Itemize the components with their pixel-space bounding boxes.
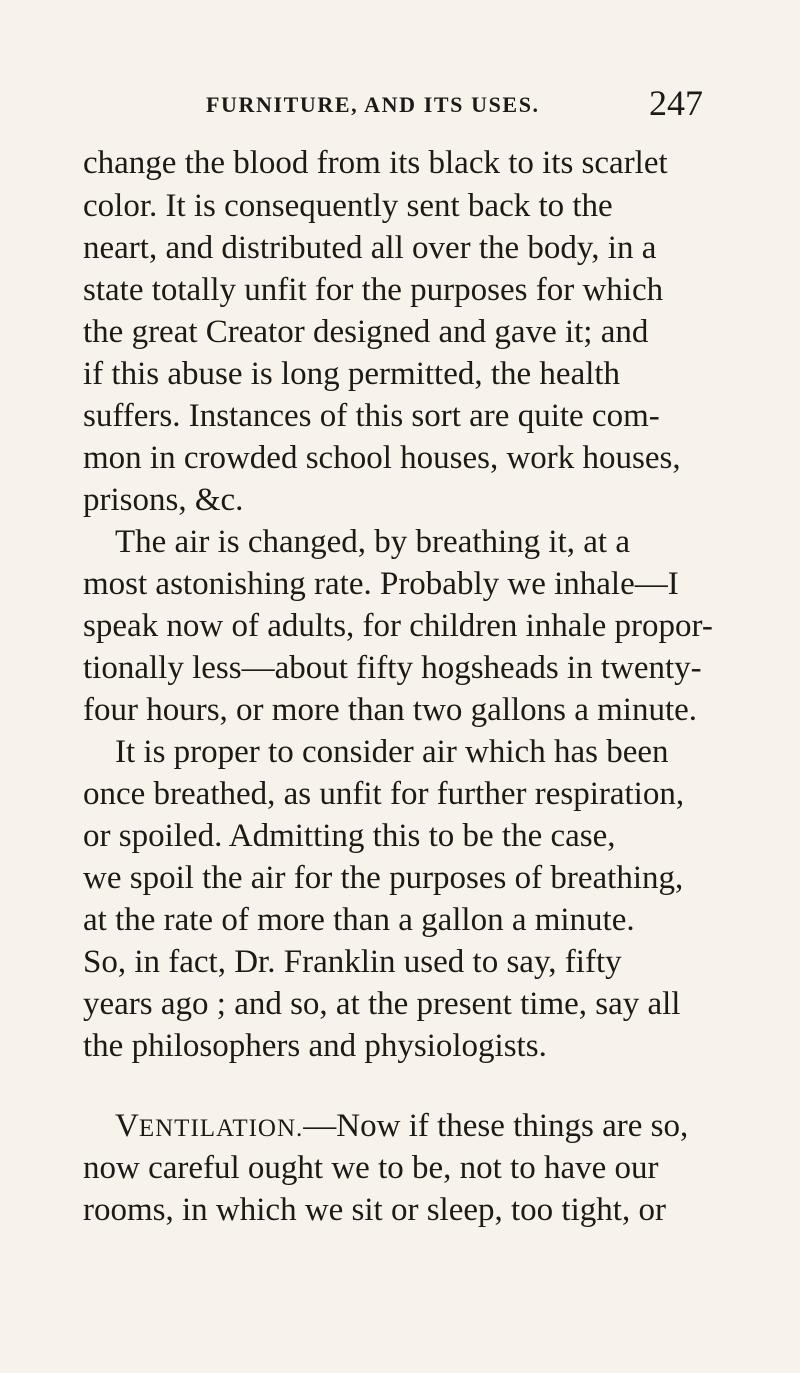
text-line: So, in fact, Dr. Franklin used to say, fifty [83, 944, 622, 980]
text-line: tionally less—about fifty hogsheads in twenty- [83, 650, 702, 686]
text-line: or spoiled. Admitting this to be the case, [83, 818, 616, 854]
section-heading-initial: V [115, 1108, 139, 1144]
text-line: rooms, in which we sit or sleep, too tight, or [83, 1192, 666, 1228]
text-line: change the blood from its black to its scarlet [83, 145, 668, 181]
text-line: at the rate of more than a gallon a minute. [83, 902, 635, 938]
page-number: 247 [649, 83, 703, 123]
text-line: we spoil the air for the purposes of breathing, [83, 860, 684, 896]
section-first-line-text: —Now if these things are so, [303, 1108, 689, 1144]
text-line: the great Creator designed and gave it; and [83, 314, 649, 350]
text-line: color. It is consequently sent back to the [83, 188, 613, 224]
text-line: if this abuse is long permitted, the health [83, 356, 621, 392]
text-line: four hours, or more than two gallons a minute. [83, 692, 698, 728]
section-heading-rest: ENTILATION. [138, 1115, 304, 1142]
text-line: now careful ought we to be, not to have our [83, 1150, 659, 1186]
text-line: most astonishing rate. Probably we inhale—I [83, 566, 679, 602]
text-line: once breathed, as unfit for further respiration, [83, 776, 685, 812]
text-line: speak now of adults, for children inhale propor- [83, 608, 713, 644]
running-head: FURNITURE, AND ITS USES. [206, 92, 540, 117]
paragraph-first-line: The air is changed, by breathing it, at a [115, 524, 630, 560]
text-line: years ago ; and so, at the present time, say all [83, 986, 681, 1022]
section-first-line [115, 1106, 743, 1149]
text-line: mon in crowded school houses, work houses, [83, 440, 681, 476]
text-line: state totally unfit for the purposes for which [83, 272, 664, 308]
text-line: the philosophers and physiologists. [83, 1028, 547, 1064]
text-line: neart, and distributed all over the body, in a [83, 230, 657, 266]
text-line: suffers. Instances of this sort are quite com- [83, 398, 660, 434]
paragraph-first-line: It is proper to consider air which has been [115, 734, 669, 770]
page-header [0, 83, 800, 128]
text-line: prisons, &c. [83, 482, 244, 518]
